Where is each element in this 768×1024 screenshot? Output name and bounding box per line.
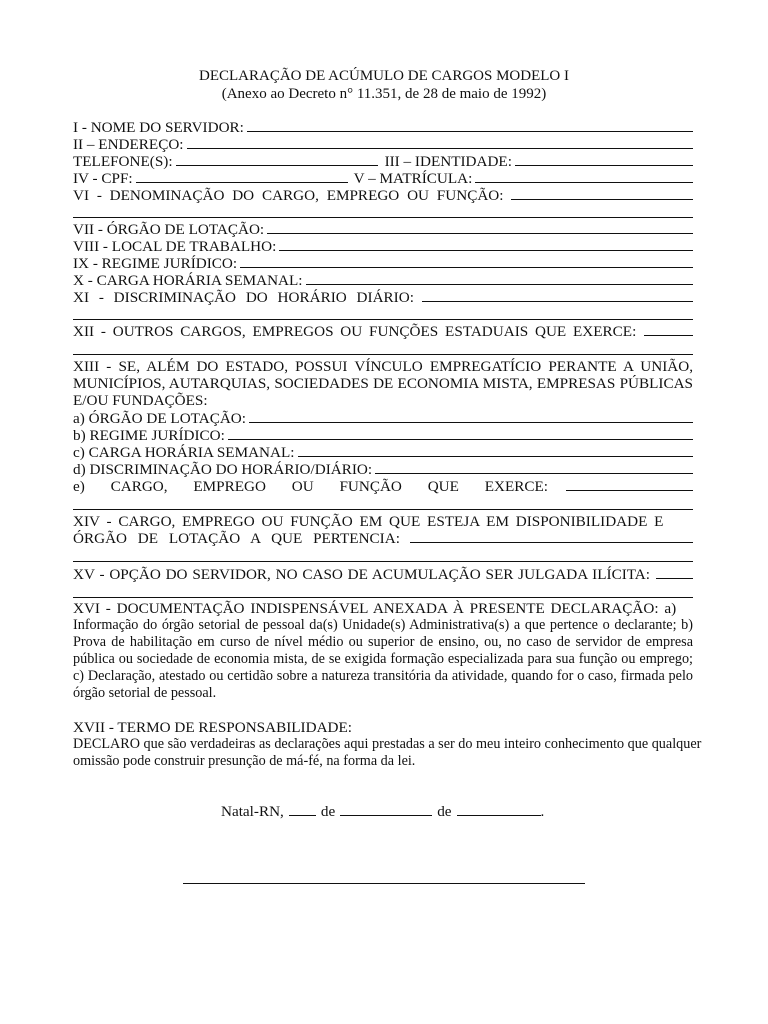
section-17-body: DECLARO que são verdadeiras as declarações aqui prestadas a ser do meu inteiro conhecimento que qualquer omissão pode construir presunção de má-fé, na forma da lei. [73, 736, 702, 769]
field-14[interactable] [73, 530, 693, 547]
field-cpf-label: IV - CPF: [73, 170, 133, 187]
section-17-heading-text: XVII - TERMO DE RESPONSABILIDADE: [73, 719, 352, 736]
field-denominacao-extra-line[interactable] [73, 216, 693, 218]
field-outros-extra-line[interactable] [73, 353, 693, 355]
field-regime[interactable] [73, 255, 693, 272]
field-denominacao[interactable] [73, 187, 693, 204]
field-identidade-blank[interactable] [515, 153, 693, 166]
field-horario[interactable] [73, 289, 693, 306]
field-14-extra-line[interactable] [73, 560, 693, 562]
field-nome-blank[interactable] [247, 119, 693, 132]
field-denominacao-blank[interactable] [511, 187, 693, 200]
field-13d-blank[interactable] [375, 461, 693, 474]
field-matricula-label: V – MATRÍCULA: [353, 170, 473, 187]
field-regime-label: IX - REGIME JURÍDICO: [73, 255, 238, 272]
field-13a-blank[interactable] [249, 410, 693, 423]
field-orgao-blank[interactable] [267, 221, 693, 234]
date-end: . [540, 803, 545, 820]
field-13b-label: b) REGIME JURÍDICO: [73, 427, 225, 444]
section-16-body: Informação do órgão setorial de pessoal da(s) Unidade(s) Administrativa(s) a que pertence o declarante; b) Prova de habilitação em curso de nível médio ou superior de ensino, ou, no caso de servidor de empresa pública ou sociedade de economia mista, de se exigida formação especializada para sua função ou emprego; c) Declaração, atestado ou certidão sobre a natureza transitória da atividade, quando for o caso, firmada pelo órgão setorial de pessoal. [73, 617, 693, 701]
field-13c-label: c) CARGA HORÁRIA SEMANAL: [73, 444, 295, 461]
field-15-extra-line[interactable] [73, 596, 693, 598]
date-line[interactable] [221, 803, 551, 820]
field-telefone-blank[interactable] [176, 153, 378, 166]
field-15-label: XV - OPÇÃO DO SERVIDOR, NO CASO DE ACUMULAÇÃO SER JULGADA ILÍCITA: [73, 566, 650, 583]
field-local-label: VIII - LOCAL DE TRABALHO: [73, 238, 277, 255]
field-orgao[interactable] [73, 221, 693, 238]
field-outros-blank[interactable] [644, 323, 693, 336]
field-horario-extra-line[interactable] [73, 318, 693, 320]
date-month-blank[interactable] [340, 803, 432, 816]
field-regime-blank[interactable] [240, 255, 693, 268]
field-nome-label: I - NOME DO SERVIDOR: [73, 119, 244, 136]
date-place: Natal-RN, [221, 803, 284, 820]
field-nome[interactable] [73, 119, 693, 136]
field-13e-extra-line[interactable] [73, 508, 693, 510]
field-15[interactable] [73, 566, 693, 583]
field-15-blank[interactable] [656, 566, 693, 579]
field-cpf-matricula[interactable] [73, 170, 693, 187]
field-outros[interactable] [73, 323, 693, 340]
field-orgao-label: VII - ÓRGÃO DE LOTAÇÃO: [73, 221, 265, 238]
section-14-line1 [73, 513, 693, 530]
field-matricula-blank[interactable] [475, 170, 693, 183]
field-13a[interactable] [73, 410, 693, 427]
date-year-blank[interactable] [457, 803, 541, 816]
signature-line[interactable] [183, 882, 585, 884]
field-13a-label: a) ÓRGÃO DE LOTAÇÃO: [73, 410, 246, 427]
field-identidade-label: III – IDENTIDADE: [384, 153, 512, 170]
field-telefone-identidade[interactable] [73, 153, 693, 170]
field-13e[interactable] [73, 478, 693, 495]
field-13e-label: e) CARGO, EMPREGO OU FUNÇÃO QUE EXERCE: [73, 478, 548, 495]
field-endereco[interactable] [73, 136, 693, 153]
section-13-text: XIII - SE, ALÉM DO ESTADO, POSSUI VÍNCULO EMPREGATÍCIO PERANTE A UNIÃO, MUNICÍPIOS, AUTARQUIAS, SOCIEDADES DE ECONOMIA MISTA, EMPRESAS PÚBLICAS E/OU FUNDAÇÕES: [73, 358, 693, 409]
field-horario-label: XI - DISCRIMINAÇÃO DO HORÁRIO DIÁRIO: [73, 289, 414, 306]
field-13e-blank[interactable] [566, 478, 693, 491]
section-17-heading [73, 719, 693, 736]
field-local-blank[interactable] [279, 238, 693, 251]
field-local[interactable] [73, 238, 693, 255]
field-carga-blank[interactable] [306, 272, 693, 285]
field-13d-label: d) DISCRIMINAÇÃO DO HORÁRIO/DIÁRIO: [73, 461, 373, 478]
field-telefone-label: TELEFONE(S): [73, 153, 173, 170]
section-16-heading-text: XVI - DOCUMENTAÇÃO INDISPENSÁVEL ANEXADA À PRESENTE DECLARAÇÃO: a) [73, 600, 677, 617]
field-13d[interactable] [73, 461, 693, 478]
field-13c-blank[interactable] [298, 444, 694, 457]
section-16-heading [73, 600, 693, 617]
field-13b-blank[interactable] [228, 427, 693, 440]
field-denominacao-label: VI - DENOMINAÇÃO DO CARGO, EMPREGO OU FUNÇÃO: [73, 187, 504, 204]
field-endereco-blank[interactable] [187, 136, 693, 149]
section-14-line1-text: XIV - CARGO, EMPREGO OU FUNÇÃO EM QUE ESTEJA EM DISPONIBILIDADE E [73, 513, 664, 530]
document-title: DECLARAÇÃO DE ACÚMULO DE CARGOS MODELO I [198, 68, 569, 84]
date-day-blank[interactable] [289, 803, 316, 816]
field-14-label: ÓRGÃO DE LOTAÇÃO A QUE PERTENCIA: [73, 530, 400, 547]
field-14-blank[interactable] [410, 530, 693, 543]
field-endereco-label: II – ENDEREÇO: [73, 136, 184, 153]
document-subtitle: (Anexo ao Decreto n° 11.351, de 28 de maio de 1992) [221, 86, 547, 102]
field-carga-label: X - CARGA HORÁRIA SEMANAL: [73, 272, 303, 289]
field-13c[interactable] [73, 444, 693, 461]
field-carga[interactable] [73, 272, 693, 289]
date-de2: de [437, 803, 452, 820]
field-horario-blank[interactable] [422, 289, 693, 302]
field-13b[interactable] [73, 427, 693, 444]
field-outros-label: XII - OUTROS CARGOS, EMPREGOS OU FUNÇÕES ESTADUAIS QUE EXERCE: [73, 323, 637, 340]
field-cpf-blank[interactable] [136, 170, 348, 183]
date-de1: de [320, 803, 336, 820]
